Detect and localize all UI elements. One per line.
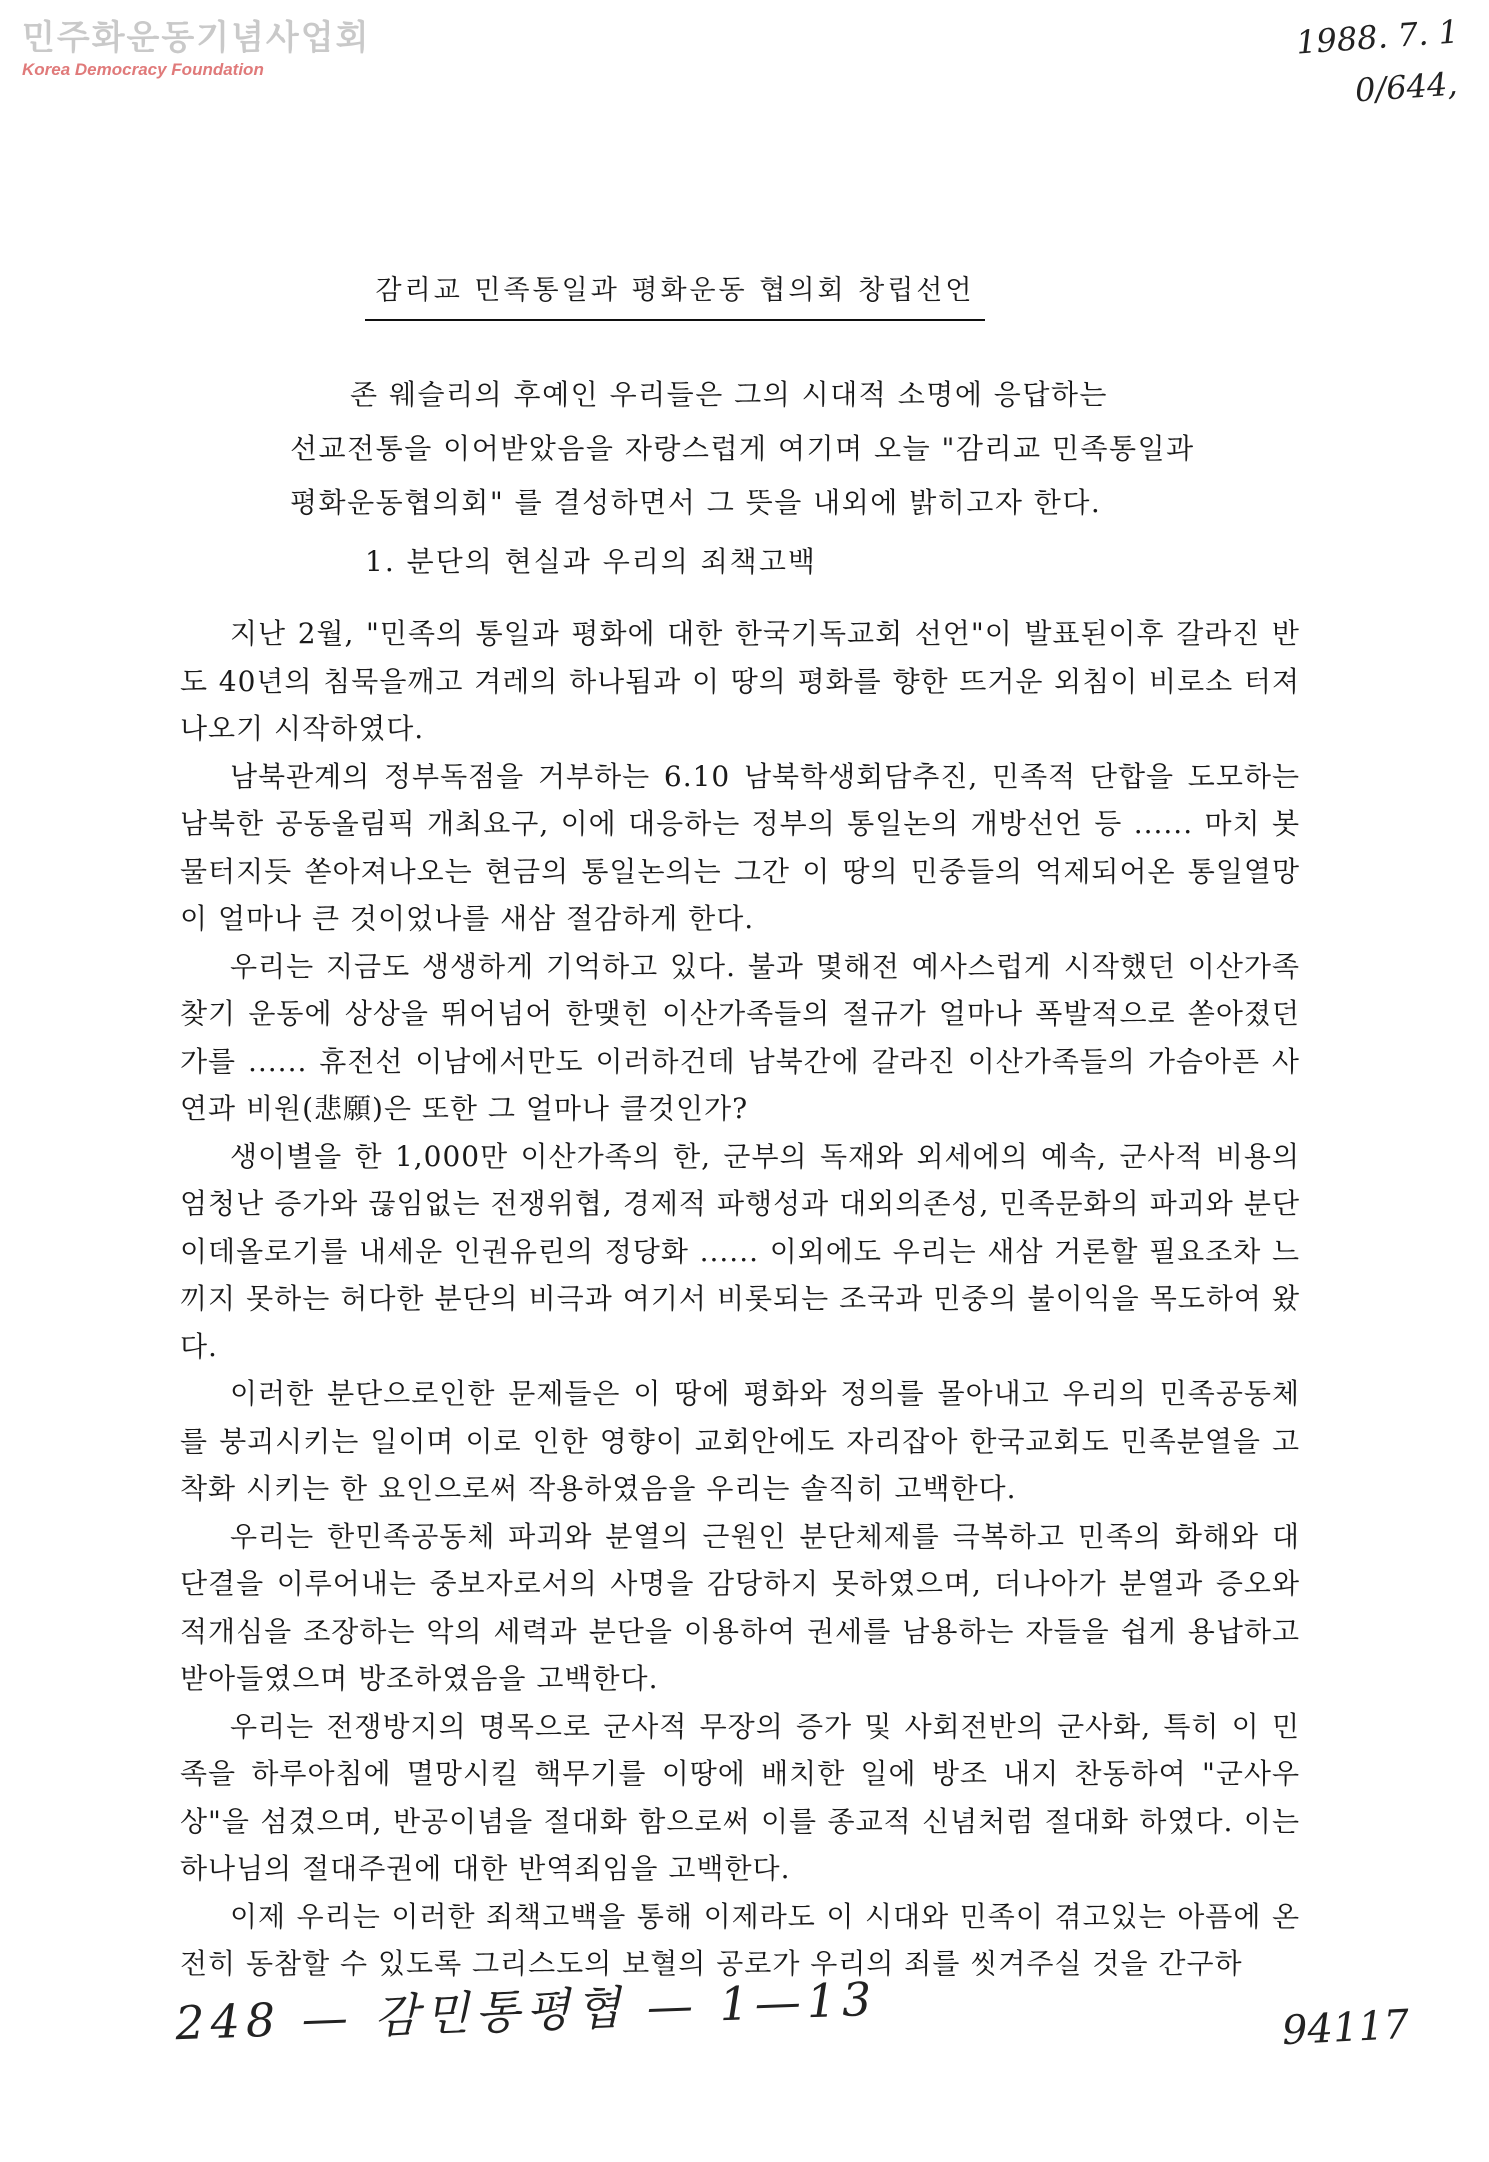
body-paragraph: 지난 2월, "민족의 통일과 평화에 대한 한국기독교회 선언"이 발표된이후 갈라진 반도 40년의 침묵을깨고 겨레의 하나됨과 이 땅의 평화를 향한 뜨거운 외침이 비로소 터져나오기 시작하였다. bbox=[180, 617, 1300, 745]
document-title: 감리교 민족통일과 평화운동 협의회 창립선언 bbox=[365, 268, 985, 321]
intro-line: 존 웨슬리의 후예인 우리들은 그의 시대적 소명에 응답하는 bbox=[350, 378, 1108, 411]
handwritten-date: 1988. 7. 1 bbox=[1295, 12, 1461, 62]
document-body bbox=[180, 610, 1300, 1988]
body-paragraph: 이제 우리는 이러한 죄책고백을 통해 이제라도 이 시대와 민족이 겪고있는 아픔에 온전히 동참할 수 있도록 그리스도의 보혈의 공로가 우리의 죄를 씻겨주실 것을 간구하 bbox=[180, 1899, 1300, 1980]
body-paragraph: 생이별을 한 1,000만 이산가족의 한, 군부의 독재와 외세에의 예속, 군사적 비용의 엄청난 증가와 끊임없는 전쟁위협, 경제적 파행성과 대외의존성, 민족문화의 파괴와 분단 이데올로기를 내세운 인권유린의 정당화 ...... 이외에도 우리는 새삼 거론할 필요조차 느끼지 못하는 허다한 분단의 비극과 여기서 비롯되는 조국과 민중의 불이익을 목도하여 왔다. bbox=[180, 1139, 1300, 1363]
body-paragraph: 우리는 한민족공동체 파괴와 분열의 근원인 분단체제를 극복하고 민족의 화해와 대단결을 이루어내는 중보자로서의 사명을 감당하지 못하였으며, 더나아가 분열과 증오와 적개심을 조장하는 악의 세력과 분단을 이용하여 권세를 남용하는 자들을 쉽게 용납하고 받아들였으며 방조하였음을 고백한다. bbox=[180, 1519, 1300, 1695]
watermark-logo bbox=[22, 18, 370, 80]
watermark-korean: 민주화운동기념사업회 bbox=[22, 18, 371, 58]
intro-line: 평화운동협의회" 를 결성하면서 그 뜻을 내외에 밝히고자 한다. bbox=[290, 486, 1102, 519]
body-paragraph: 남북관계의 정부독점을 거부하는 6.10 남북학생회담추진, 민족적 단합을 도모하는 남북한 공동올림픽 개최요구, 이에 대응하는 정부의 통일논의 개방선언 등 ...... 마치 봇물터지듯 쏟아져나오는 현금의 통일논의는 그간 이 땅의 민중들의 억제되어온 통일열망이 얼마나 큰 것이었나를 새삼 절감하게 한다. bbox=[180, 759, 1300, 935]
section-heading: 1. 분단의 현실과 우리의 죄책고백 bbox=[365, 545, 817, 578]
body-paragraph: 이러한 분단으로인한 문제들은 이 땅에 평화와 정의를 몰아내고 우리의 민족공동체를 붕괴시키는 일이며 이로 인한 영향이 교회안에도 자리잡아 한국교회도 민족분열을 고착화 시키는 한 요인으로써 작용하였음을 우리는 솔직히 고백한다. bbox=[180, 1377, 1300, 1505]
handwritten-page-code: 94117 bbox=[1280, 2001, 1411, 2055]
watermark-english: Korea Democracy Foundation bbox=[22, 60, 264, 79]
intro-line: 선교전통을 이어받았음을 자랑스럽게 여기며 오늘 "감리교 민족통일과 bbox=[290, 432, 1195, 465]
body-paragraph: 우리는 전쟁방지의 명목으로 군사적 무장의 증가 및 사회전반의 군사화, 특히 이 민족을 하루아침에 멸망시킬 핵무기를 이땅에 배치한 일에 방조 내지 찬동하여 "군사우상"을 섬겼으며, 반공이념을 절대화 함으로써 이를 종교적 신념처럼 절대화 하였다. 이는 하나님의 절대주권에 대한 반역죄임을 고백한다. bbox=[180, 1709, 1300, 1885]
body-paragraph: 우리는 지금도 생생하게 기억하고 있다. 불과 몇해전 예사스럽게 시작했던 이산가족 찾기 운동에 상상을 뛰어넘어 한맺힌 이산가족들의 절규가 얼마나 폭발적으로 쏟아졌던가를 ...... 휴전선 이남에서만도 이러하건데 남북간에 갈라진 이산가족들의 가슴아픈 사연과 비원(悲願)은 또한 그 얼마나 클것인가? bbox=[180, 949, 1300, 1125]
intro-block bbox=[290, 368, 1230, 530]
handwritten-footer-reference: 248 — 감민통평협 — 1—13 bbox=[174, 1971, 879, 2051]
handwritten-archive-code: 0/644, bbox=[1353, 64, 1459, 110]
